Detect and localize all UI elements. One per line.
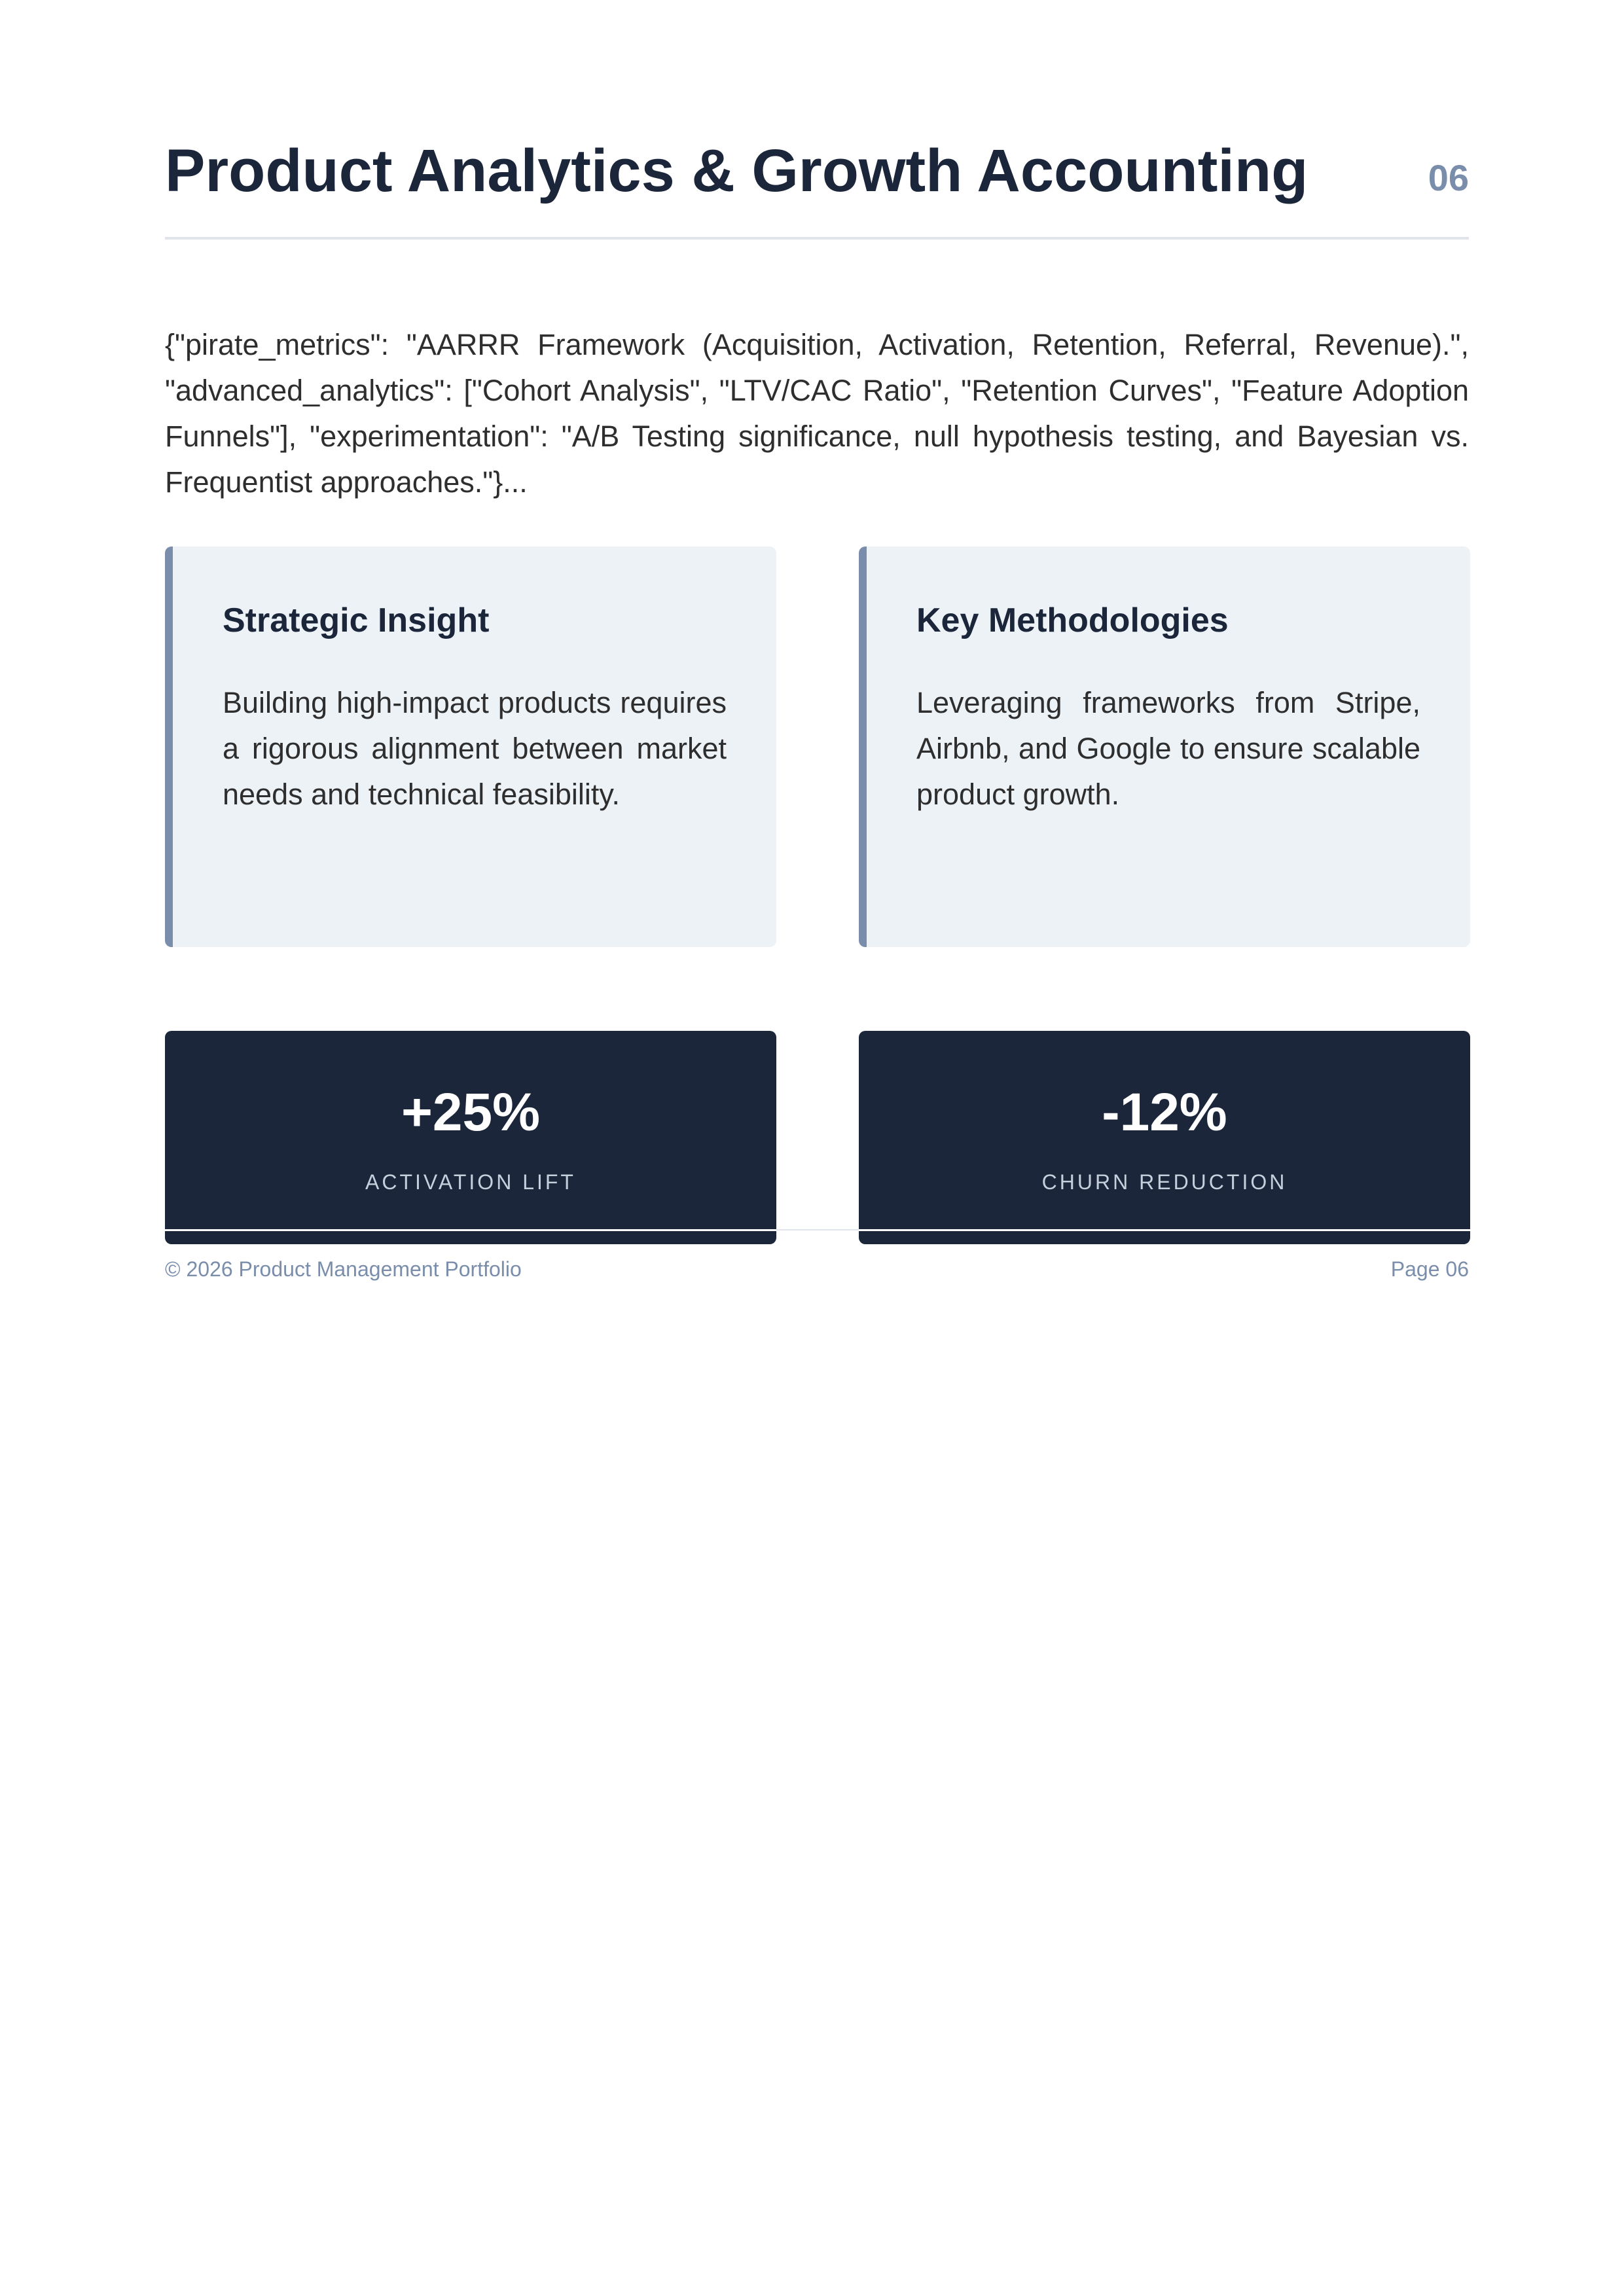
churn-reduction-stat <box>859 1031 1470 1244</box>
page-title: Product Analytics & Growth Accounting <box>165 137 1308 204</box>
card-title: Strategic Insight <box>223 601 490 639</box>
footer-divider-overlay <box>859 1229 1470 1231</box>
stat-value: -12% <box>1102 1083 1227 1142</box>
activation-lift-stat <box>165 1031 776 1244</box>
intro-paragraph: {"pirate_metrics": "AARRR Framework (Acquisition, Activation, Retention, Referral, Revenue).", "advanced_analytics": ["Cohort Analysis", "LTV/CAC Ratio", "Retention Curves", "Feature Adoption Funnels"], "experimentation": "A/B Testing significance, null hypothesis testing, and Bayesian vs. Frequentist approaches."}... <box>165 328 1469 499</box>
card-title: Key Methodologies <box>916 601 1229 639</box>
key-methodologies-card <box>859 547 1470 947</box>
page-header <box>165 131 1469 240</box>
footer-page-label: Page 06 <box>1390 1257 1469 1281</box>
stat-label: ACTIVATION LIFT <box>365 1170 576 1194</box>
footer-divider-overlay <box>165 1229 776 1231</box>
strategic-insight-card <box>165 547 776 947</box>
card-body: Leveraging frameworks from Stripe, Airbnb, and Google to ensure scalable product growth. <box>916 686 1420 811</box>
card-body: Building high-impact products requires a rigorous alignment between market needs and technical feasibility. <box>223 686 727 811</box>
stat-label: CHURN REDUCTION <box>1041 1170 1288 1194</box>
stat-value: +25% <box>401 1083 540 1142</box>
footer-copyright: © 2026 Product Management Portfolio <box>165 1257 522 1281</box>
page-number: 06 <box>1428 157 1469 198</box>
